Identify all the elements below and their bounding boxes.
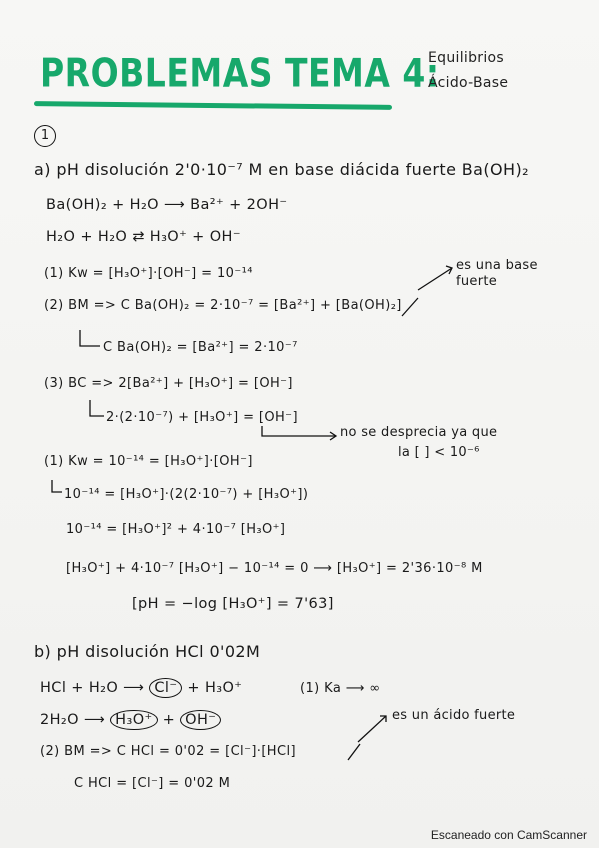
scanner-watermark: Escaneado con CamScanner — [430, 828, 587, 842]
subtitle-line-1: Equilibrios — [428, 50, 504, 66]
part-b-equation-1 — [40, 678, 242, 698]
hook-arrow-2 — [90, 400, 104, 416]
part-a-heading: a) pH disolución 2'0·10⁻⁷ M en base diácida fuerte Ba(OH)₂ — [34, 160, 529, 179]
part-a-equation-2: H₂O + H₂O ⇄ H₃O⁺ + OH⁻ — [46, 229, 241, 245]
part-b-ka: (1) Ka ⟶ ∞ — [300, 681, 381, 696]
part-a-substitution-2: 10⁻¹⁴ = [H₃O⁺]² + 4·10⁻⁷ [H₃O⁺] — [66, 522, 286, 537]
strike-baoh2 — [402, 298, 418, 316]
strike-hcl — [348, 744, 360, 760]
part-a-result: [pH = −log [H₃O⁺] = 7'63] — [132, 596, 334, 612]
part-b-heading: b) pH disolución HCl 0'02M — [34, 642, 261, 661]
part-a-mass-balance: (2) BM => C Ba(OH)₂ = 2·10⁻⁷ = [Ba²⁺] + [Ba(OH)₂] — [44, 298, 402, 313]
part-a-equation-1: Ba(OH)₂ + H₂O ⟶ Ba²⁺ + 2OH⁻ — [46, 197, 288, 213]
part-a-kw: (1) Kw = [H₃O⁺]·[OH⁻] = 10⁻¹⁴ — [44, 266, 253, 281]
hook-arrow-1 — [80, 330, 100, 346]
arrow-strong-acid — [358, 716, 386, 742]
circled-hydroxide: OH⁻ — [180, 710, 221, 730]
note-strong-base: es una base fuerte — [456, 258, 538, 289]
part-a-charge-balance: (3) BC => 2[Ba²⁺] + [H₃O⁺] = [OH⁻] — [44, 376, 293, 391]
part-b-eq2-plus: + — [162, 712, 176, 728]
circled-chloride: Cl⁻ — [149, 678, 182, 698]
title-underline — [34, 101, 392, 110]
part-a-quadratic: [H₃O⁺] + 4·10⁻⁷ [H₃O⁺] − 10⁻¹⁴ = 0 ⟶ [H₃O⁺] = 2'36·10⁻⁸ M — [66, 561, 483, 576]
page-title: PROBLEMAS TEMA 4: — [40, 50, 440, 97]
circled-hydronium: H₃O⁺ — [110, 710, 157, 730]
problem-number: 1 — [34, 125, 56, 147]
arrow-not-negligible — [262, 426, 336, 436]
note-not-negligible: no se desprecia ya que — [340, 425, 498, 440]
note-concentration: la [ ] < 10⁻⁶ — [398, 445, 480, 460]
part-a-charge-balance-sub: 2·(2·10⁻⁷) + [H₃O⁺] = [OH⁻] — [106, 410, 298, 425]
arrow-strong-base — [418, 268, 452, 290]
hook-arrow-3 — [52, 480, 62, 492]
part-b-eq1-left: HCl + H₂O ⟶ — [40, 680, 145, 696]
part-a-mass-balance-result: C Ba(OH)₂ = [Ba²⁺] = 2·10⁻⁷ — [103, 340, 298, 355]
part-b-eq1-right: + H₃O⁺ — [187, 680, 243, 696]
part-a-substitution-1: 10⁻¹⁴ = [H₃O⁺]·(2(2·10⁻⁷) + [H₃O⁺]) — [64, 487, 309, 502]
part-b-mass-balance: (2) BM => C HCl = 0'02 = [Cl⁻]·[HCl] — [40, 744, 296, 759]
part-a-kw-2: (1) Kw = 10⁻¹⁴ = [H₃O⁺]·[OH⁻] — [44, 454, 253, 469]
note-strong-acid: es un ácido fuerte — [392, 708, 516, 723]
subtitle-line-2: Ácido-Base — [428, 75, 509, 91]
part-b-eq2-left: 2H₂O ⟶ — [40, 712, 106, 728]
part-b-mass-balance-result: C HCl = [Cl⁻] = 0'02 M — [74, 776, 231, 791]
part-b-equation-2 — [40, 710, 221, 730]
